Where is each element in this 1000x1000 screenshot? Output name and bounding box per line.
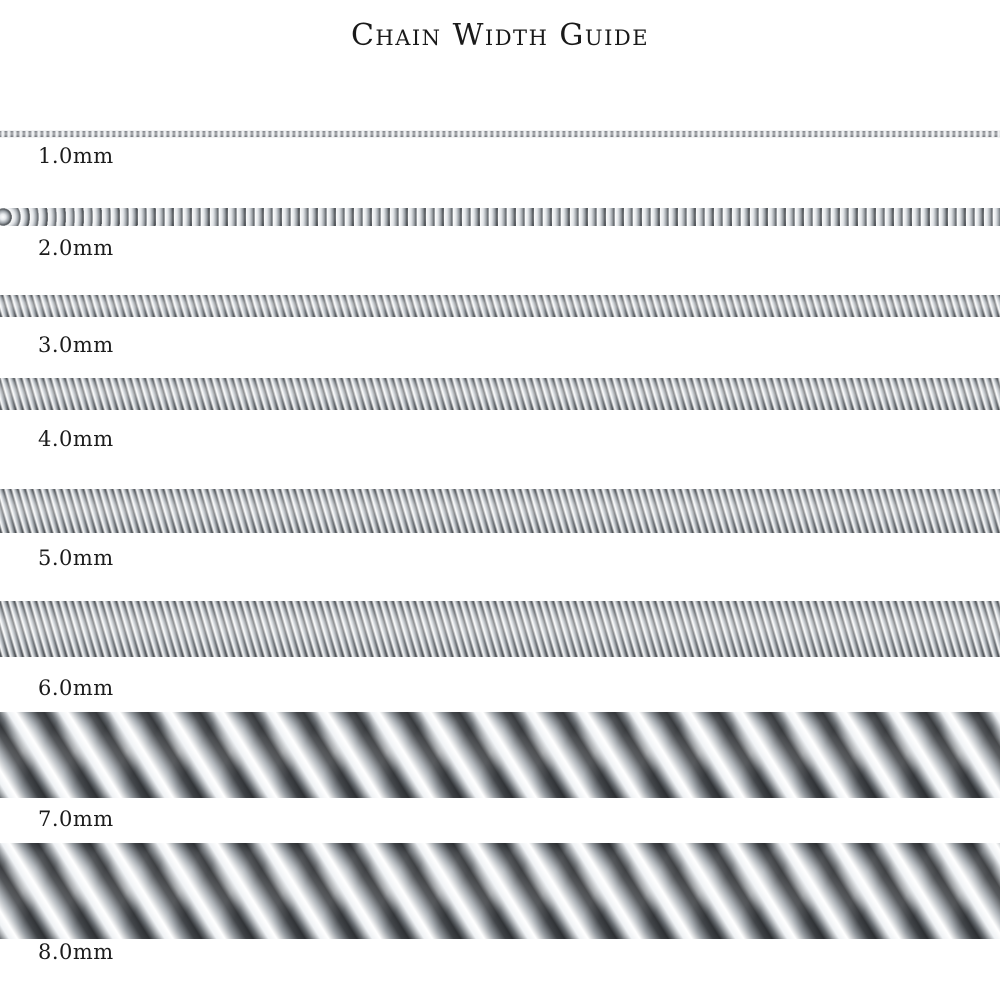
chain-sample-4-0mm (0, 378, 1000, 410)
chain-sample-8-0mm (0, 843, 1000, 939)
chain-width-label: 3.0mm (38, 333, 114, 357)
chain-width-label: 6.0mm (38, 676, 114, 700)
chain-width-label: 8.0mm (38, 940, 114, 964)
chain-width-label: 5.0mm (38, 546, 114, 570)
chain-sample-5-0mm (0, 489, 1000, 533)
chain-width-label: 2.0mm (38, 236, 114, 260)
chain-width-label: 7.0mm (38, 807, 114, 831)
chain-sample-7-0mm (0, 712, 1000, 798)
chain-sample-2-0mm (0, 208, 1000, 226)
chain-sample-3-0mm (0, 295, 1000, 317)
chain-sample-6-0mm (0, 601, 1000, 657)
chain-sample-1-0mm (0, 131, 1000, 137)
page-title: Chain Width Guide (350, 18, 650, 53)
chain-width-label: 4.0mm (38, 427, 114, 451)
chain-width-label: 1.0mm (38, 144, 114, 168)
